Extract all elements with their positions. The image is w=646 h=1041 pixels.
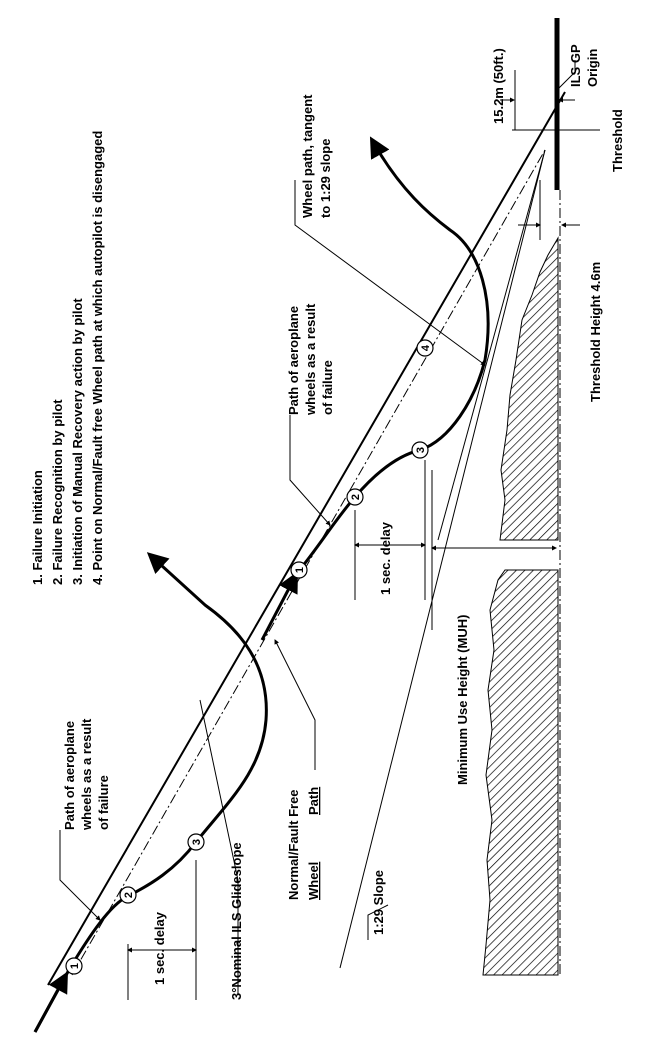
svg-text:3: 3 (415, 446, 427, 454)
svg-text:Wheel: Wheel (306, 861, 321, 900)
svg-text:3: 3 (191, 838, 203, 846)
marker-right-4 (417, 340, 433, 356)
legend (30, 131, 105, 585)
leader-lines (60, 180, 485, 995)
legend-item-3: 3. Initiation of Manual Recovery action by pilot (70, 298, 85, 585)
svg-text:of failure: of failure (320, 360, 335, 415)
svg-text:2: 2 (350, 493, 362, 501)
marker-right-3 (412, 442, 428, 458)
svg-text:Path of aeroplane: Path of aeroplane (286, 305, 301, 415)
svg-text:Normal/Fault Free: Normal/Fault Free (286, 789, 301, 900)
terrain-left (483, 570, 558, 975)
origin-label: Origin (585, 48, 600, 87)
svg-text:4: 4 (420, 344, 432, 352)
delay-right-label: 1 sec. delay (378, 522, 393, 595)
svg-text:1: 1 (294, 566, 306, 574)
svg-text:wheels as a result: wheels as a result (79, 718, 94, 830)
muh-label: Minimum Use Height (MUH) (455, 614, 470, 785)
marker-left-1 (66, 958, 82, 974)
height-15-label: 15.2m (50ft.) (491, 48, 506, 124)
normal-wheel-path (72, 150, 545, 975)
glideslope-label: 3°Nominal ILS Glideslope (229, 842, 244, 1000)
svg-text:Wheel path, tangent: Wheel path, tangent (300, 94, 315, 218)
svg-text:2: 2 (123, 891, 135, 899)
marker-left-3 (188, 834, 204, 850)
threshold-height-label: Threshold Height 4.6m (588, 261, 603, 402)
normal-path-label (286, 787, 321, 900)
threshold-height-dimension (518, 180, 580, 240)
ils-glideslope-line (48, 92, 565, 985)
marker-right-1 (291, 562, 307, 578)
runway (557, 18, 575, 975)
svg-text:to 1:29 slope: to 1:29 slope (318, 138, 333, 218)
terrain (483, 238, 558, 975)
approach-arrow (35, 975, 66, 1032)
legend-item-2: 2. Failure Recognition by pilot (50, 399, 65, 585)
svg-text:of failure: of failure (96, 775, 111, 830)
svg-text:1: 1 (69, 962, 81, 970)
marker-left-2 (120, 887, 136, 903)
svg-text:Path of aeroplane: Path of aeroplane (62, 720, 77, 830)
path-label-left (62, 718, 111, 831)
leader-normal-path (275, 640, 315, 770)
legend-item-1: 1. Failure Initiation (30, 470, 45, 585)
marker-right-2 (347, 489, 363, 505)
ils-gp-label: ILS GP (568, 44, 583, 87)
svg-text:wheels as a result: wheels as a result (303, 303, 318, 415)
legend-item-4: 4. Point on Normal/Fault free Wheel path at which autopilot is disengaged (90, 130, 105, 585)
path-label-right (286, 303, 335, 416)
threshold-label: Threshold (610, 109, 625, 172)
wheel-tangent-label (300, 94, 333, 218)
slope-129-label: 1:29 Slope (371, 869, 386, 935)
delay-left-label: 1 sec. delay (152, 912, 167, 985)
svg-text:Path: Path (306, 786, 321, 815)
